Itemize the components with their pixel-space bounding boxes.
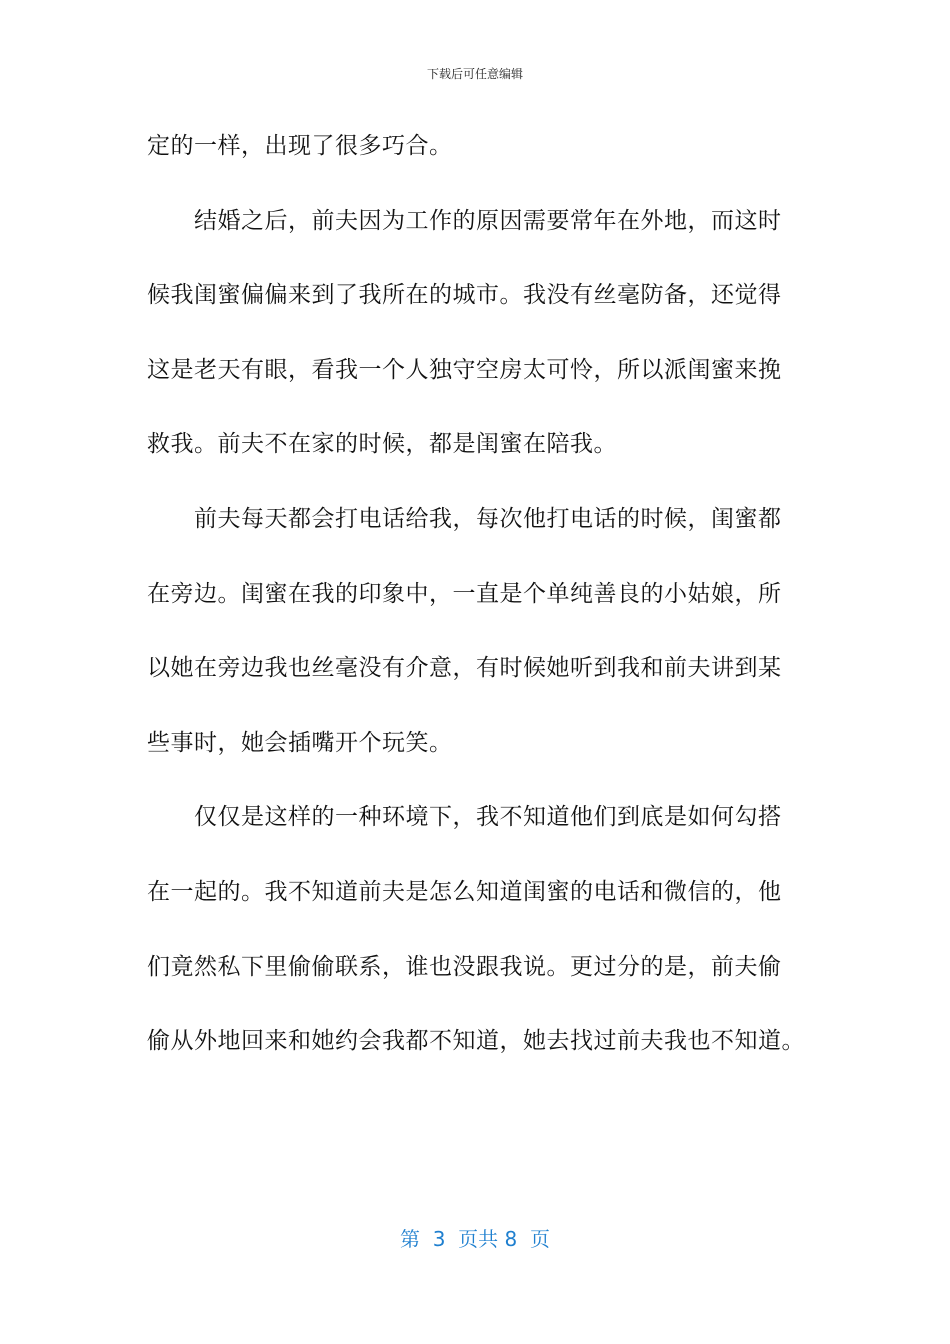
page-number-footer: 第 3 页共 8 页: [400, 1227, 550, 1251]
paragraph-4: [147, 793, 807, 1091]
text-line: 在旁边。闺蜜在我的印象中，一直是个单纯善良的小姑娘，所: [147, 580, 782, 607]
text-line: 些事时，她会插嘴开个玩笑。: [147, 729, 453, 756]
paragraph-1: [147, 122, 807, 197]
text-line: 们竟然私下里偷偷联系，谁也没跟我说。更过分的是，前夫偷: [147, 953, 782, 980]
page-header: 下载后可任意编辑: [426, 67, 523, 81]
paragraph-3: [147, 495, 807, 793]
text-line: 前夫每天都会打电话给我，每次他打电话的时候，闺蜜都: [194, 505, 782, 532]
document-body: [147, 122, 807, 1092]
text-line: 定的一样，出现了很多巧合。: [147, 133, 453, 159]
text-line: 仅仅是这样的一种环境下，我不知道他们到底是如何勾搭: [194, 804, 782, 831]
text-line: 结婚之后，前夫因为工作的原因需要常年在外地，而这时: [194, 207, 782, 234]
text-line: 偷从外地回来和她约会我都不知道，她去找过前夫我也不知道。: [147, 1028, 805, 1055]
text-line: 以她在旁边我也丝毫没有介意，有时候她听到我和前夫讲到某: [147, 655, 782, 682]
text-line: 在一起的。我不知道前夫是怎么知道闺蜜的电话和微信的，他: [147, 878, 782, 905]
paragraph-2: [147, 197, 807, 495]
text-line: 救我。前夫不在家的时候，都是闺蜜在陪我。: [147, 431, 617, 458]
text-line: 这是老天有眼，看我一个人独守空房太可怜，所以派闺蜜来挽: [147, 356, 782, 383]
text-line: 候我闺蜜偏偏来到了我所在的城市。我没有丝毫防备，还觉得: [147, 282, 782, 309]
